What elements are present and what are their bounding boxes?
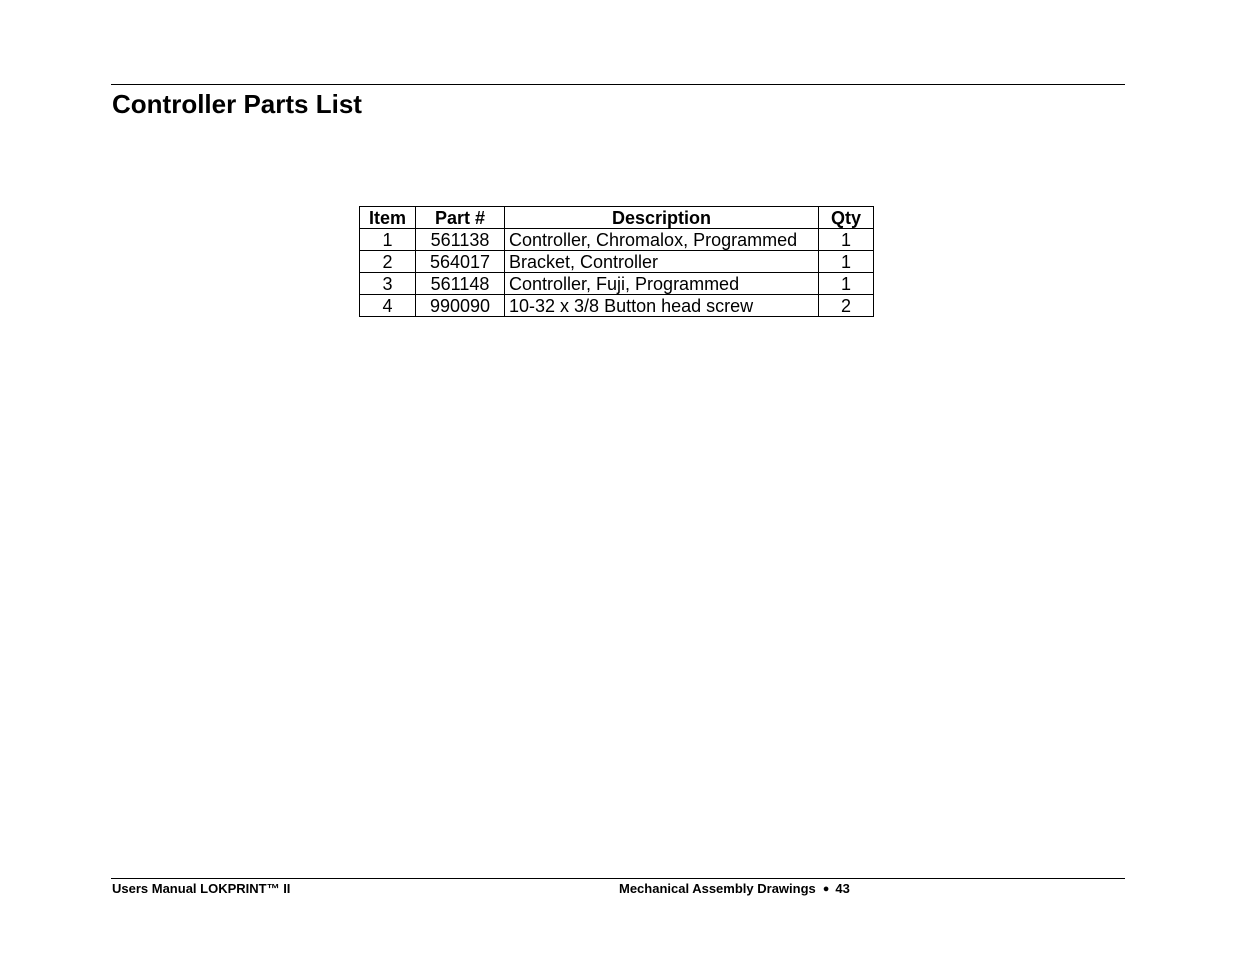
header-rule <box>111 84 1125 85</box>
cell-qty: 2 <box>819 295 874 317</box>
cell-part-number: 561138 <box>416 229 505 251</box>
footer-section <box>619 881 850 897</box>
table-row <box>360 295 874 317</box>
table-row <box>360 273 874 295</box>
cell-qty: 1 <box>819 273 874 295</box>
cell-part-number: 564017 <box>416 251 505 273</box>
table-row <box>360 251 874 273</box>
cell-part-number: 990090 <box>416 295 505 317</box>
footer-manual-title: Users Manual LOKPRINT™ II <box>112 881 291 896</box>
cell-qty: 1 <box>819 229 874 251</box>
page-title: Controller Parts List <box>112 89 362 119</box>
cell-item: 2 <box>360 251 416 273</box>
footer-rule <box>111 878 1125 879</box>
table-row <box>360 229 874 251</box>
column-header-item: Item <box>360 207 416 229</box>
cell-item: 4 <box>360 295 416 317</box>
footer-page-number: 43 <box>835 881 850 896</box>
cell-item: 1 <box>360 229 416 251</box>
cell-description: Controller, Fuji, Programmed <box>505 273 819 295</box>
bullet-icon: ● <box>822 883 830 895</box>
cell-part-number: 561148 <box>416 273 505 295</box>
parts-table <box>359 206 874 317</box>
cell-description: 10-32 x 3/8 Button head screw <box>505 295 819 317</box>
column-header-part-number: Part # <box>416 207 505 229</box>
cell-qty: 1 <box>819 251 874 273</box>
column-header-description: Description <box>505 207 819 229</box>
footer-section-name: Mechanical Assembly Drawings <box>619 881 816 896</box>
column-header-qty: Qty <box>819 207 874 229</box>
table-header-row <box>360 207 874 229</box>
cell-description: Bracket, Controller <box>505 251 819 273</box>
cell-item: 3 <box>360 273 416 295</box>
cell-description: Controller, Chromalox, Programmed <box>505 229 819 251</box>
